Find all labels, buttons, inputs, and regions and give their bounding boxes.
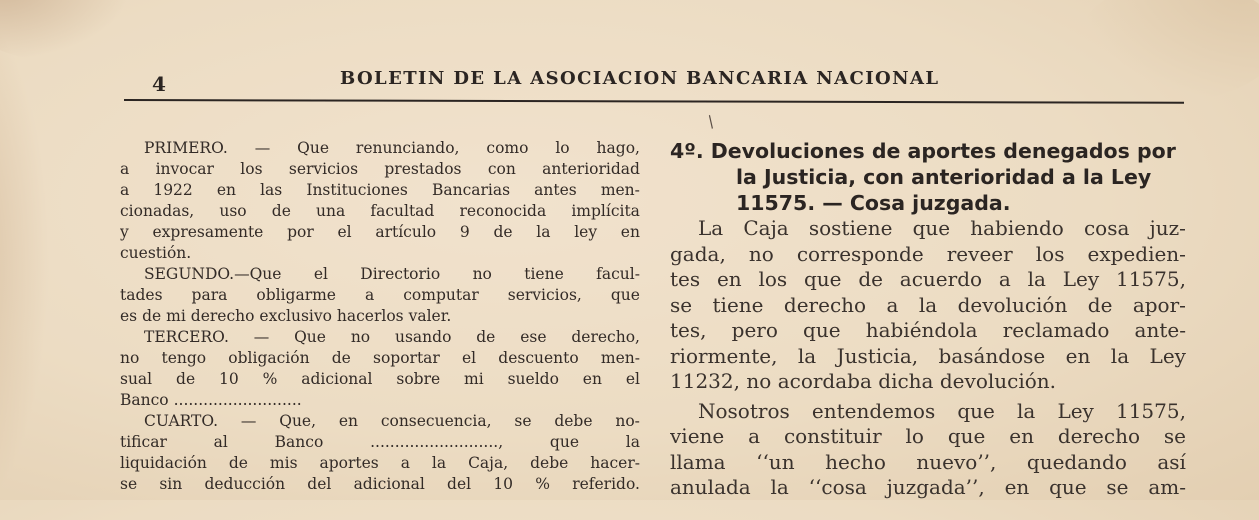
stray-ink-mark: / — [703, 111, 718, 132]
text-line: se sin deducción del adicional del 10 % referido. — [120, 475, 640, 493]
paragraph-2 — [670, 399, 1186, 501]
text-line: sual de 10 % adicional sobre mi sueldo en el — [120, 370, 640, 388]
text-line: PRIMERO. — Que renunciando, como lo hago, — [144, 139, 640, 157]
text-line: tificar al Banco .........................., que la — [120, 433, 640, 451]
section-heading-line-3: 11575. — Cosa juzgada. — [736, 191, 1011, 215]
text-line: TERCERO. — Que no usando de ese derecho, — [144, 328, 640, 346]
text-line: 11232, no acordaba dicha devolución. — [670, 369, 1057, 393]
paper-stain-left — [0, 0, 50, 520]
section-heading — [670, 138, 1186, 216]
text-line: tes en los que de acuerdo a la Ley 11575, — [670, 267, 1186, 291]
text-line: a invocar los servicios prestados con anterioridad — [120, 160, 640, 178]
text-line: anulada la ‘‘cosa juzgada’’, en que se am- — [670, 475, 1186, 499]
text-line: y expresamente por el artículo 9 de la ley en — [120, 223, 640, 241]
text-line: liquidación de mis aportes a la Caja, debe hacer- — [120, 454, 640, 472]
text-line: a 1922 en las Instituciones Bancarias antes men- — [120, 181, 640, 199]
text-line: viene a constituir lo que en derecho se — [670, 424, 1186, 448]
right-body — [670, 216, 1186, 501]
text-line: riormente, la Justicia, basándose en la Ley — [670, 343, 1186, 368]
left-column — [120, 138, 640, 495]
page-number: 4 — [152, 72, 166, 96]
text-line: es de mi derecho exclusivo hacerlos valer. — [120, 307, 452, 325]
paper-stain-top-left — [0, 0, 130, 60]
right-column — [670, 138, 1186, 501]
running-title: BOLETIN DE LA ASOCIACION BANCARIA NACIONAL — [340, 68, 940, 89]
text-line: se tiene derecho a la devolución de apor- — [670, 292, 1186, 317]
text-line: Nosotros entendemos que la Ley 11575, — [698, 398, 1186, 423]
header-rule — [124, 99, 1184, 104]
section-heading-line-2: la Justicia, con anterioridad a la Ley — [736, 165, 1152, 189]
text-line: cionadas, uso de una facultad reconocida implícita — [120, 202, 640, 220]
text-line: La Caja sostiene que habiendo cosa juz- — [698, 216, 1186, 240]
text-line: gada, no corresponde reveer los expedien- — [670, 241, 1186, 266]
text-line: CUARTO. — Que, en consecuencia, se debe no- — [144, 412, 640, 430]
text-line: cuestión. — [120, 244, 192, 262]
text-line: Banco .......................... — [120, 391, 302, 409]
text-line: llama ‘‘un hecho nuevo’’, quedando así — [670, 449, 1186, 474]
section-heading-line-1: 4º. Devoluciones de aportes denegados por — [670, 139, 1176, 163]
paper-stain-top-right — [1079, 0, 1259, 100]
text-line: no tengo obligación de soportar el descuento men- — [120, 349, 640, 367]
paragraph-1 — [670, 216, 1186, 395]
text-line: tes, pero que habiéndola reclamado ante- — [670, 318, 1186, 342]
text-line: tades para obligarme a computar servicios, que — [120, 286, 640, 304]
text-line: SEGUNDO.—Que el Directorio no tiene facul- — [144, 265, 640, 283]
